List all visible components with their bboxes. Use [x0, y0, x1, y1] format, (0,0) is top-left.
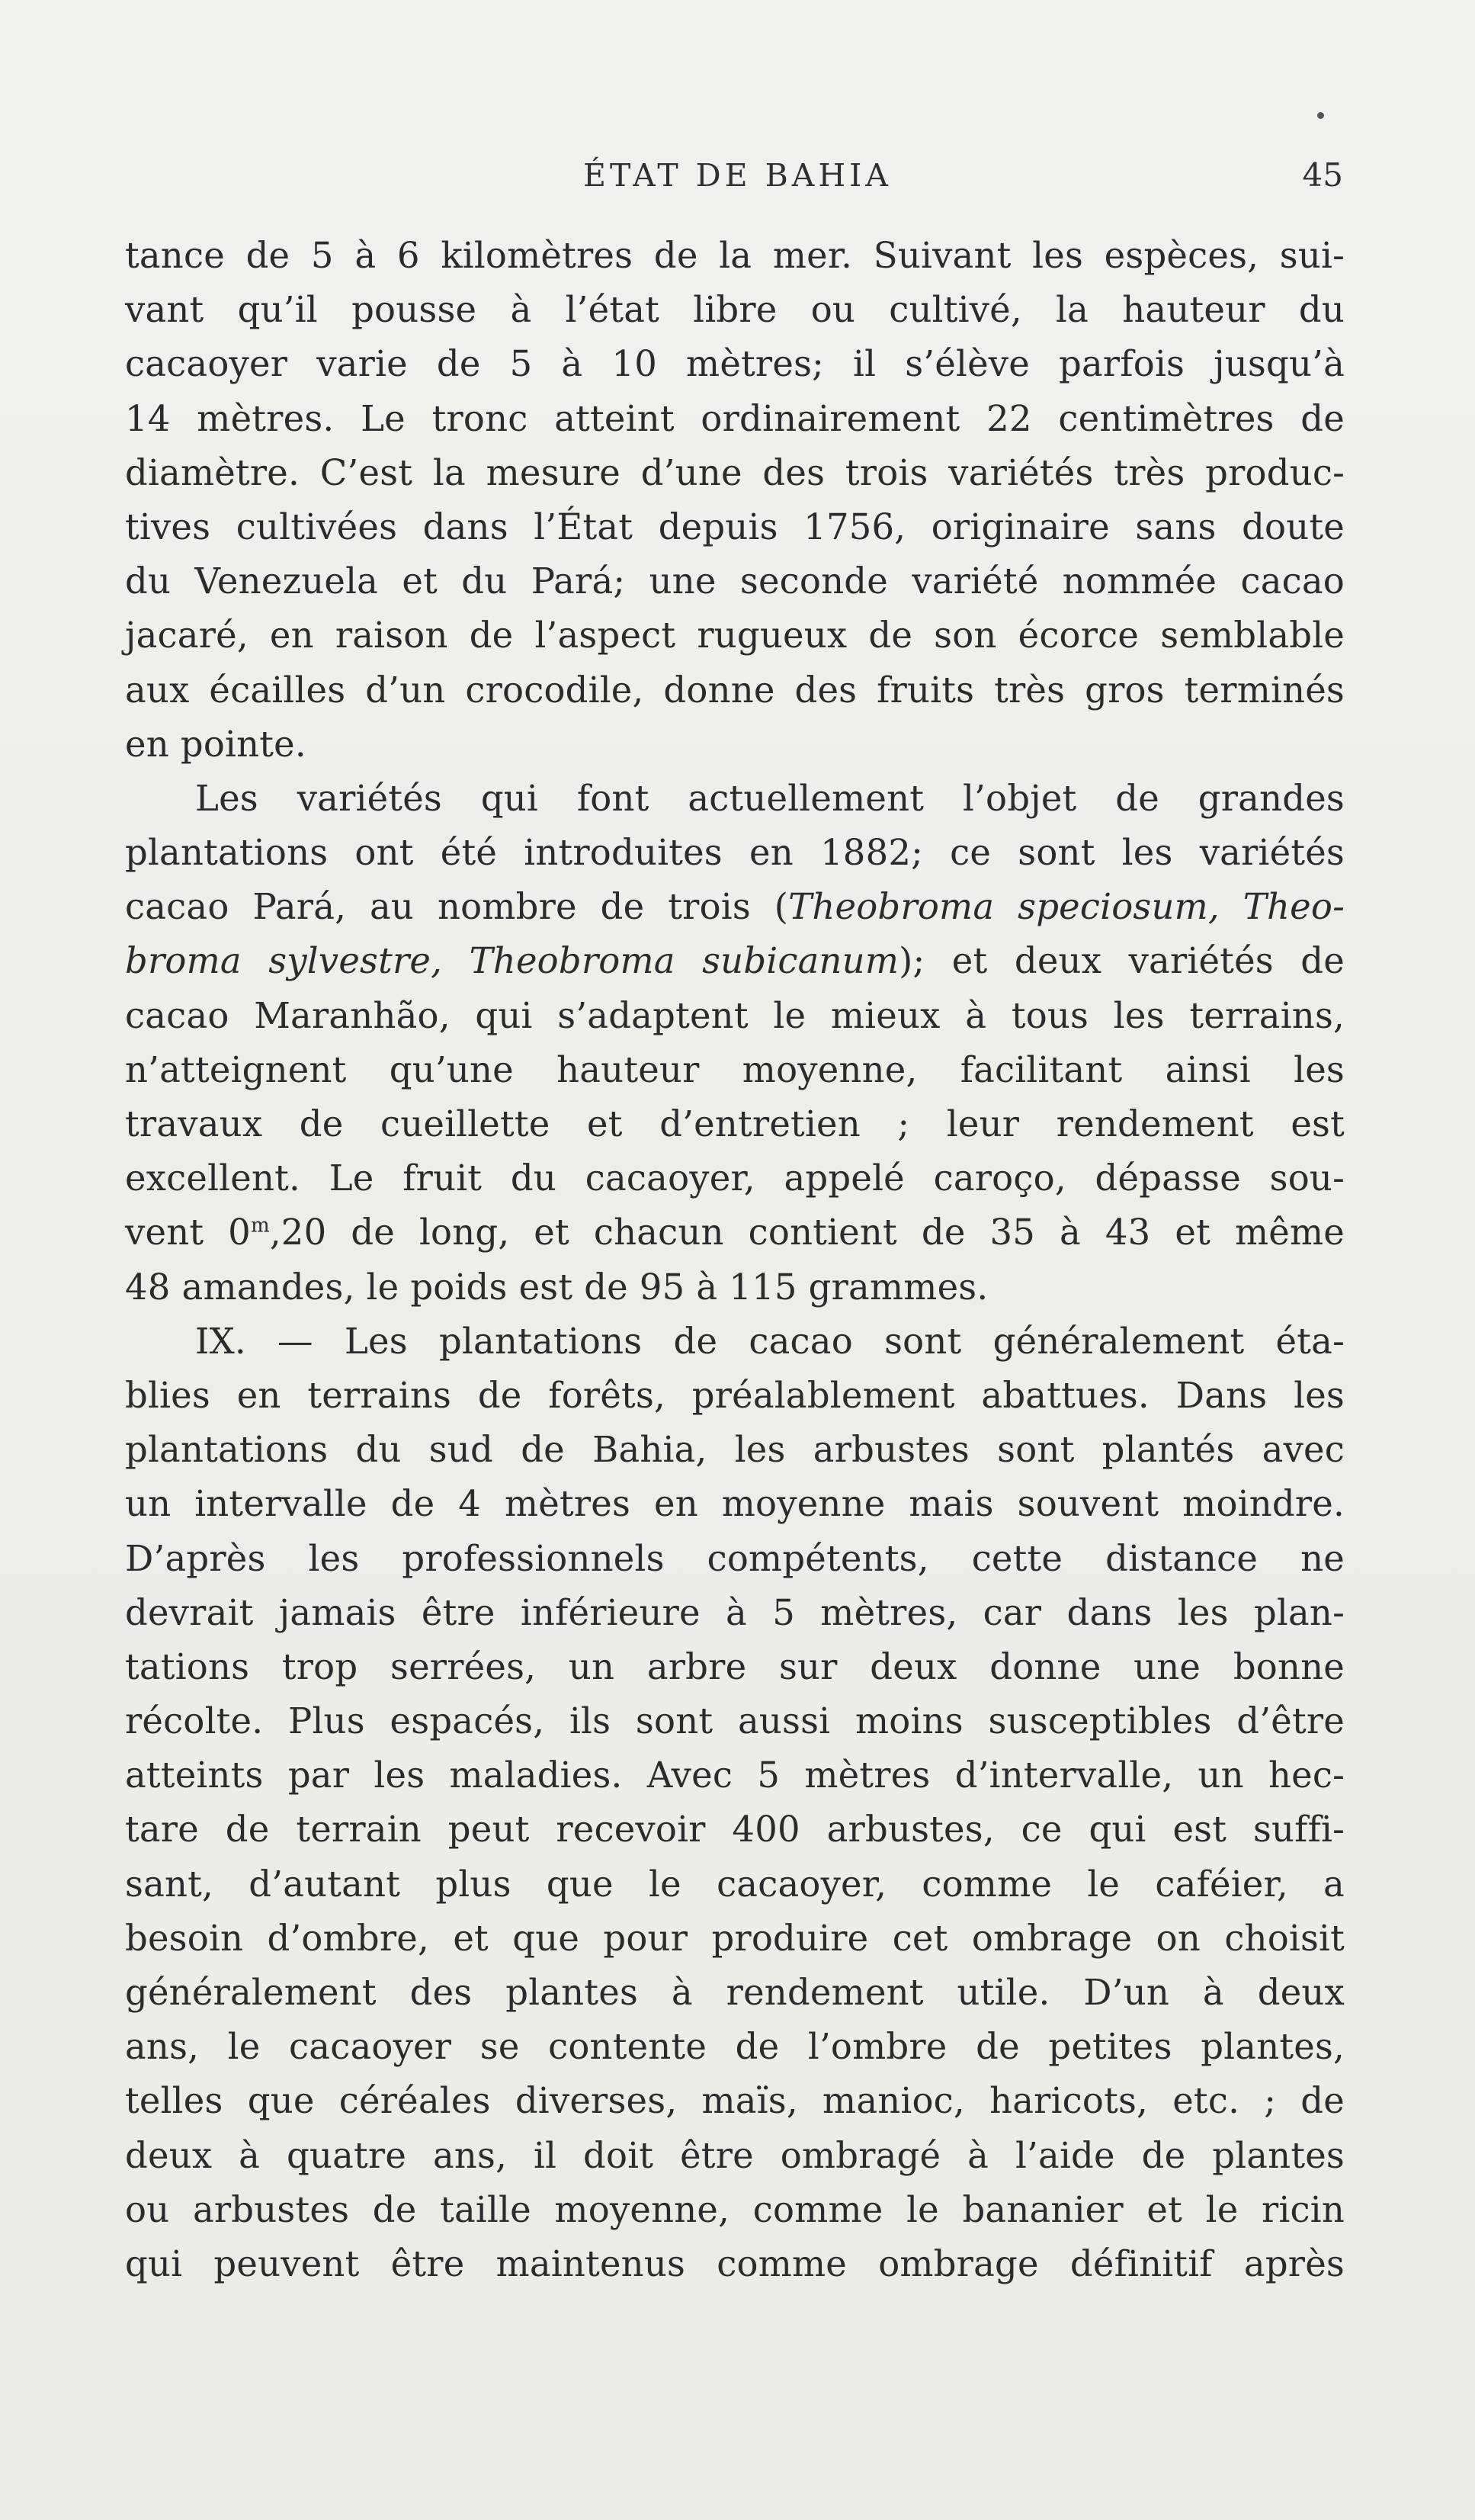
superscript-unit: m [250, 1214, 270, 1238]
species-names-italic: broma sylvestre, Theobroma subicanum [125, 940, 899, 982]
species-names-italic: Theobroma speciosum, Theo- [788, 886, 1345, 928]
body-text [125, 229, 1345, 2291]
text-line: aux écailles d’un crocodile, donne des fruits très gros terminés [125, 669, 1345, 711]
running-head [0, 149, 1475, 202]
text-line: cacaoyer varie de 5 à 10 mètres; il s’élève parfois jusqu’à [125, 343, 1345, 385]
text-line: généralement des plantes à rendement utile. D’un à deux [125, 1972, 1345, 2013]
text-line: devrait jamais être inférieure à 5 mètres, car dans les plan- [125, 1591, 1345, 1633]
page-number: 45 [1302, 156, 1343, 194]
text-line: tations trop serrées, un arbre sur deux donne une bonne [125, 1645, 1345, 1687]
text-line: 14 mètres. Le tronc atteint ordinairement 22 centimètres de [125, 397, 1345, 439]
text-line: jacaré, en raison de l’aspect rugueux de son écorce semblable [125, 615, 1345, 656]
text-line: cacao Maranhão, qui s’adaptent le mieux à tous les terrains, [125, 994, 1345, 1036]
text-line: tare de terrain peut recevoir 400 arbustes, ce qui est suffi- [125, 1809, 1345, 1851]
text-line: excellent. Le fruit du cacaoyer, appelé caroço, dépasse sou- [125, 1157, 1345, 1199]
ink-speck [1317, 112, 1324, 119]
text-line: du Venezuela et du Pará; une seconde variété nommée cacao [125, 560, 1345, 602]
text-line: récolte. Plus espacés, ils sont aussi moins susceptibles d’être [125, 1700, 1345, 1742]
paragraph-start-line: IX. — Les plantations de cacao sont généralement éta- [195, 1320, 1345, 1362]
text-line: ou arbustes de taille moyenne, comme le bananier et le ricin [125, 2188, 1345, 2230]
running-head-title: ÉTAT DE BAHIA [583, 157, 892, 194]
text-line: plantations du sud de Bahia, les arbustes sont plantés avec [125, 1429, 1345, 1471]
text-line: n’atteignent qu’une hauteur moyenne, facilitant ainsi les [125, 1048, 1345, 1090]
text-line: tives cultivées dans l’État depuis 1756, originaire sans doute [125, 506, 1345, 547]
text-line: sant, d’autant plus que le cacaoyer, comme le caféier, a [125, 1863, 1345, 1905]
text-line: ans, le cacaoyer se contente de l’ombre de petites plantes, [125, 2026, 1345, 2068]
text-line: travaux de cueillette et d’entretien ; leur rendement est [125, 1103, 1345, 1144]
text-line: D’après les professionnels compétents, cette distance ne [125, 1537, 1345, 1579]
text-line: 48 amandes, le poids est de 95 à 115 grammes. [125, 1266, 989, 1308]
text-line: plantations ont été introduites en 1882; ce sont les variétés [125, 832, 1345, 874]
text-line: tance de 5 à 6 kilomètres de la mer. Suivant les espèces, sui- [125, 235, 1345, 276]
text-line: diamètre. C’est la mesure d’une des trois variétés très produc- [125, 451, 1345, 493]
paragraph-start-line: Les variétés qui font actuellement l’objet de grandes [195, 777, 1345, 819]
text-line: vant qu’il pousse à l’état libre ou cultivé, la hauteur du [125, 289, 1345, 331]
text-line: cacao Pará, au nombre de trois (Theobroma speciosum, Theo- [125, 886, 1345, 928]
text-line: atteints par les maladies. Avec 5 mètres d’intervalle, un hec- [125, 1754, 1345, 1796]
text-line: un intervalle de 4 mètres en moyenne mais souvent moindre. [125, 1483, 1345, 1525]
text-line: deux à quatre ans, il doit être ombragé à l’aide de plantes [125, 2134, 1345, 2176]
text-line: qui peuvent être maintenus comme ombrage définitif après [125, 2242, 1345, 2284]
text-line: broma sylvestre, Theobroma subicanum); et deux variétés de [125, 940, 1345, 982]
text-line: vent 0$^m$,20 de long, et chacun contient de 35 à 43 et même [125, 1212, 1345, 1254]
text-line: telles que céréales diverses, maïs, manioc, haricots, etc. ; de [125, 2080, 1345, 2122]
text-line: besoin d’ombre, et que pour produire cet ombrage on choisit [125, 1917, 1345, 1959]
text-line: blies en terrains de forêts, préalablement abattues. Dans les [125, 1374, 1345, 1416]
text-line: en pointe. [125, 723, 306, 765]
